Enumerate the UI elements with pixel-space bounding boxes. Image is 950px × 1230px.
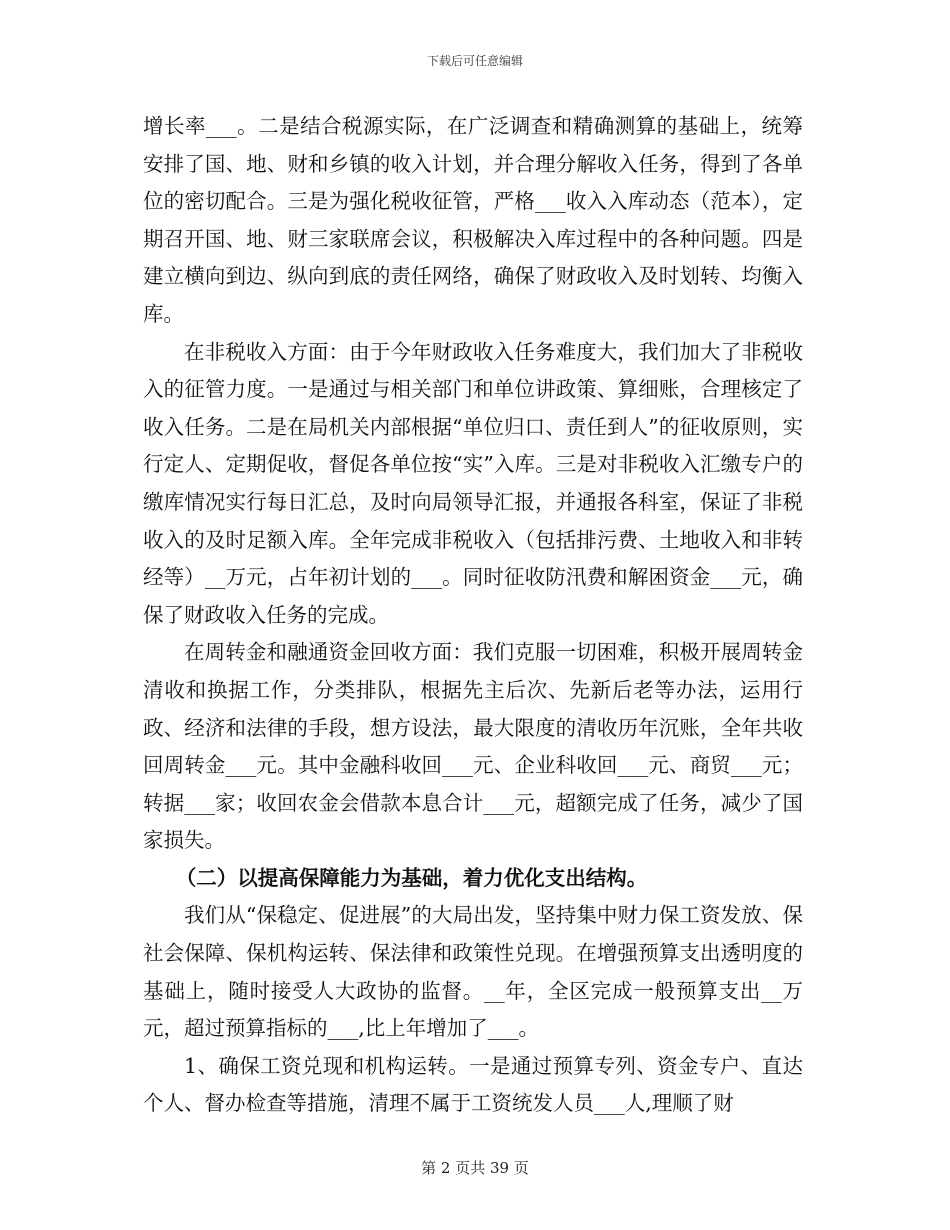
paragraph-tax-revenue-continued: 增长率___。二是结合税源实际，在广泛调查和精确测算的基础上，统筹安排了国、地、财和乡镇的收入计划，并合理分解收入任务，得到了各单位的密切配合。三是为强化税收征管，严格___收入入库动态（范本），定期召开国、地、财三家联席会议，积极解决入库过程中的各种问题。四是建立横向到边、纵向到底的责任网络，确保了财政收入及时划转、均衡入库。 bbox=[143, 114, 803, 326]
paragraph-wage-guarantee: 1、确保工资兑现和机构运转。一是通过预算专列、资金专户、直达个人、督办检查等措施，清理不属于工资统发人员___人,理顺了财 bbox=[143, 1053, 803, 1116]
page-header: 下载后可任意编辑 bbox=[426, 54, 523, 68]
paragraph-non-tax-revenue: 在非税收入方面：由于今年财政收入任务难度大，我们加大了非税收入的征管力度。一是通过与相关部门和单位讲政策、算细账，合理核定了收入任务。二是在局机关内部根据“单位归口、责任到人”的征收原则，实行定人、定期促收，督促各单位按“实”入库。三是对非税收入汇缴专户的缴库情况实行每日汇总，及时向局领导汇报，并通报各科室，保证了非税收入的及时足额入库。全年完成非税收入（包括排污费、土地收入和非转经等）__万元，占年初计划的___。同时征收防汛费和解困资金___元，确保了财政收入任务的完成。 bbox=[143, 339, 803, 627]
page-footer: 第 2 页共 39 页 bbox=[421, 1159, 529, 1177]
paragraph-revolving-funds: 在周转金和融通资金回收方面：我们克服一切困难，积极开展周转金清收和换据工作，分类排队，根据先主后次、先新后老等办法，运用行政、经济和法律的手段，想方设法，最大限度的清收历年沉账，全年共收回周转金___元。其中金融科收回___元、企业科收回___元、商贸___元；转据___家；收回农金会借款本息合计___元，超额完成了任务，减少了国家损失。 bbox=[143, 640, 803, 853]
document-body bbox=[143, 108, 803, 1123]
section-heading-expenditure: （二）以提高保障能力为基础，着力优化支出结构。 bbox=[175, 865, 648, 890]
paragraph-expenditure-overview: 我们从“保稳定、促进展”的大局出发，坚持集中财力保工资发放、保社会保障、保机构运转、保法律和政策性兑现。在增强预算支出透明度的基础上，随时接受人大政协的监督。__年，全区完成一般预算支出__万元，超过预算指标的___,比上年增加了___。 bbox=[143, 903, 803, 1041]
